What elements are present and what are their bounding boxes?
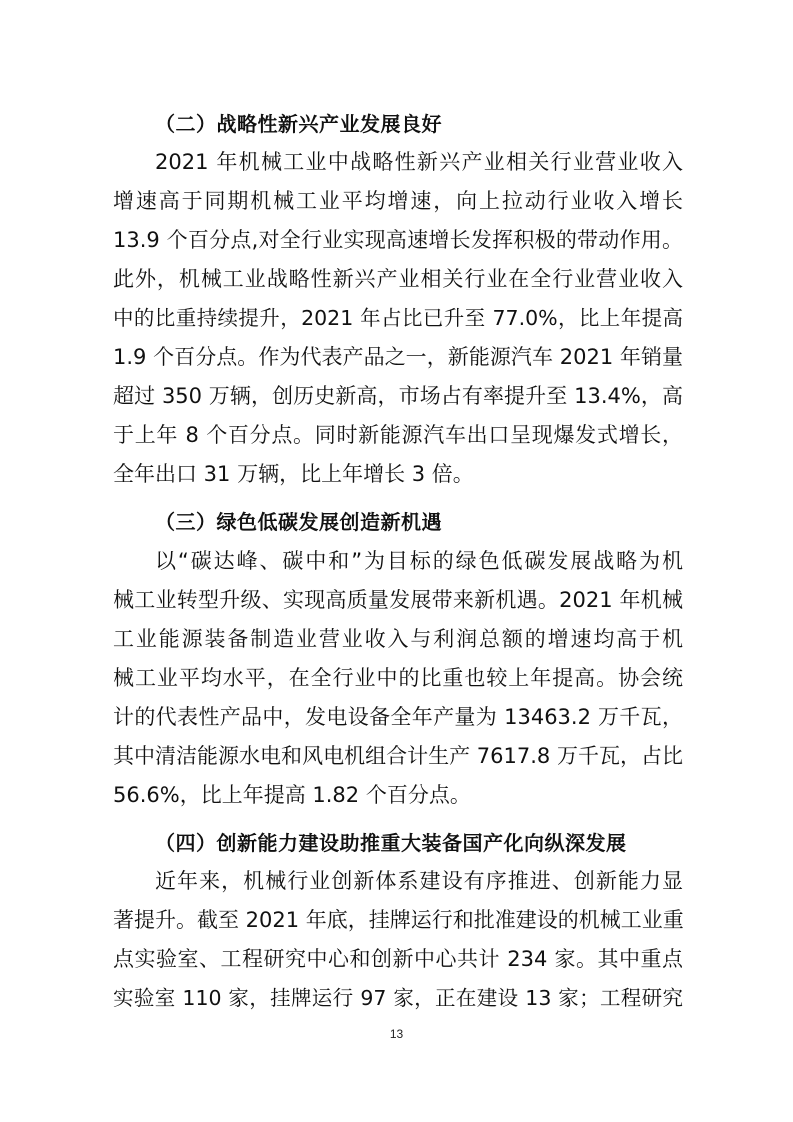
paragraph-line: 全年出口 31 万辆，比上年增长 3 倍。 <box>113 462 474 486</box>
paragraph-line: 此外，机械工业战略性新兴产业相关行业在全行业营业收入 <box>113 267 683 291</box>
paragraph-line: 13.9 个百分点,对全行业实现高速增长发挥积极的带动作用。 <box>113 228 683 252</box>
section-heading-3: （三）绿色低碳发展创造新机遇 <box>155 510 442 534</box>
section-heading-2: （二）战略性新兴产业发展良好 <box>155 112 442 136</box>
section-heading-4: （四）创新能力建设助推重大装备国产化向纵深发展 <box>155 831 627 855</box>
paragraph-line: 点实验室、工程研究中心和创新中心共计 234 家。其中重点 <box>113 947 683 971</box>
paragraph-line: 计的代表性产品中，发电设备全年产量为 13463.2 万千瓦， <box>113 705 683 729</box>
paragraph-line: 械工业转型升级、实现高质量发展带来新机遇。2021 年机械 <box>113 588 683 612</box>
paragraph-line: 著提升。截至 2021 年底，挂牌运行和批准建设的机械工业重 <box>113 908 684 932</box>
paragraph-line: 增速高于同期机械工业平均增速，向上拉动行业收入增长 <box>113 189 683 213</box>
paragraph-line: 中的比重持续提升，2021 年占比已升至 77.0%，比上年提高 <box>113 306 683 330</box>
paragraph-line: 实验室 110 家，挂牌运行 97 家，正在建设 13 家；工程研究 <box>113 986 683 1010</box>
page-number: 13 <box>389 1027 404 1041</box>
paragraph-line: 1.9 个百分点。作为代表产品之一，新能源汽车 2021 年销量 <box>113 345 683 369</box>
paragraph-line: 械工业平均水平，在全行业中的比重也较上年提高。协会统 <box>113 666 683 690</box>
paragraph-line: 工业能源装备制造业营业收入与利润总额的增速均高于机 <box>113 627 683 651</box>
paragraph-line: 近年来，机械行业创新体系建设有序推进、创新能力显 <box>155 869 683 893</box>
paragraph-line: 2021 年机械工业中战略性新兴产业相关行业营业收入 <box>155 150 683 174</box>
paragraph-line: 其中清洁能源水电和风电机组合计生产 7617.8 万千瓦，占比 <box>113 744 683 768</box>
paragraph-line: 超过 350 万辆，创历史新高，市场占有率提升至 13.4%，高 <box>113 384 683 408</box>
paragraph-line: 以“碳达峰、碳中和”为目标的绿色低碳发展战略为机 <box>155 549 683 573</box>
paragraph-line: 56.6%，比上年提高 1.82 个百分点。 <box>113 783 471 807</box>
paragraph-line: 于上年 8 个百分点。同时新能源汽车出口呈现爆发式增长， <box>113 423 683 447</box>
